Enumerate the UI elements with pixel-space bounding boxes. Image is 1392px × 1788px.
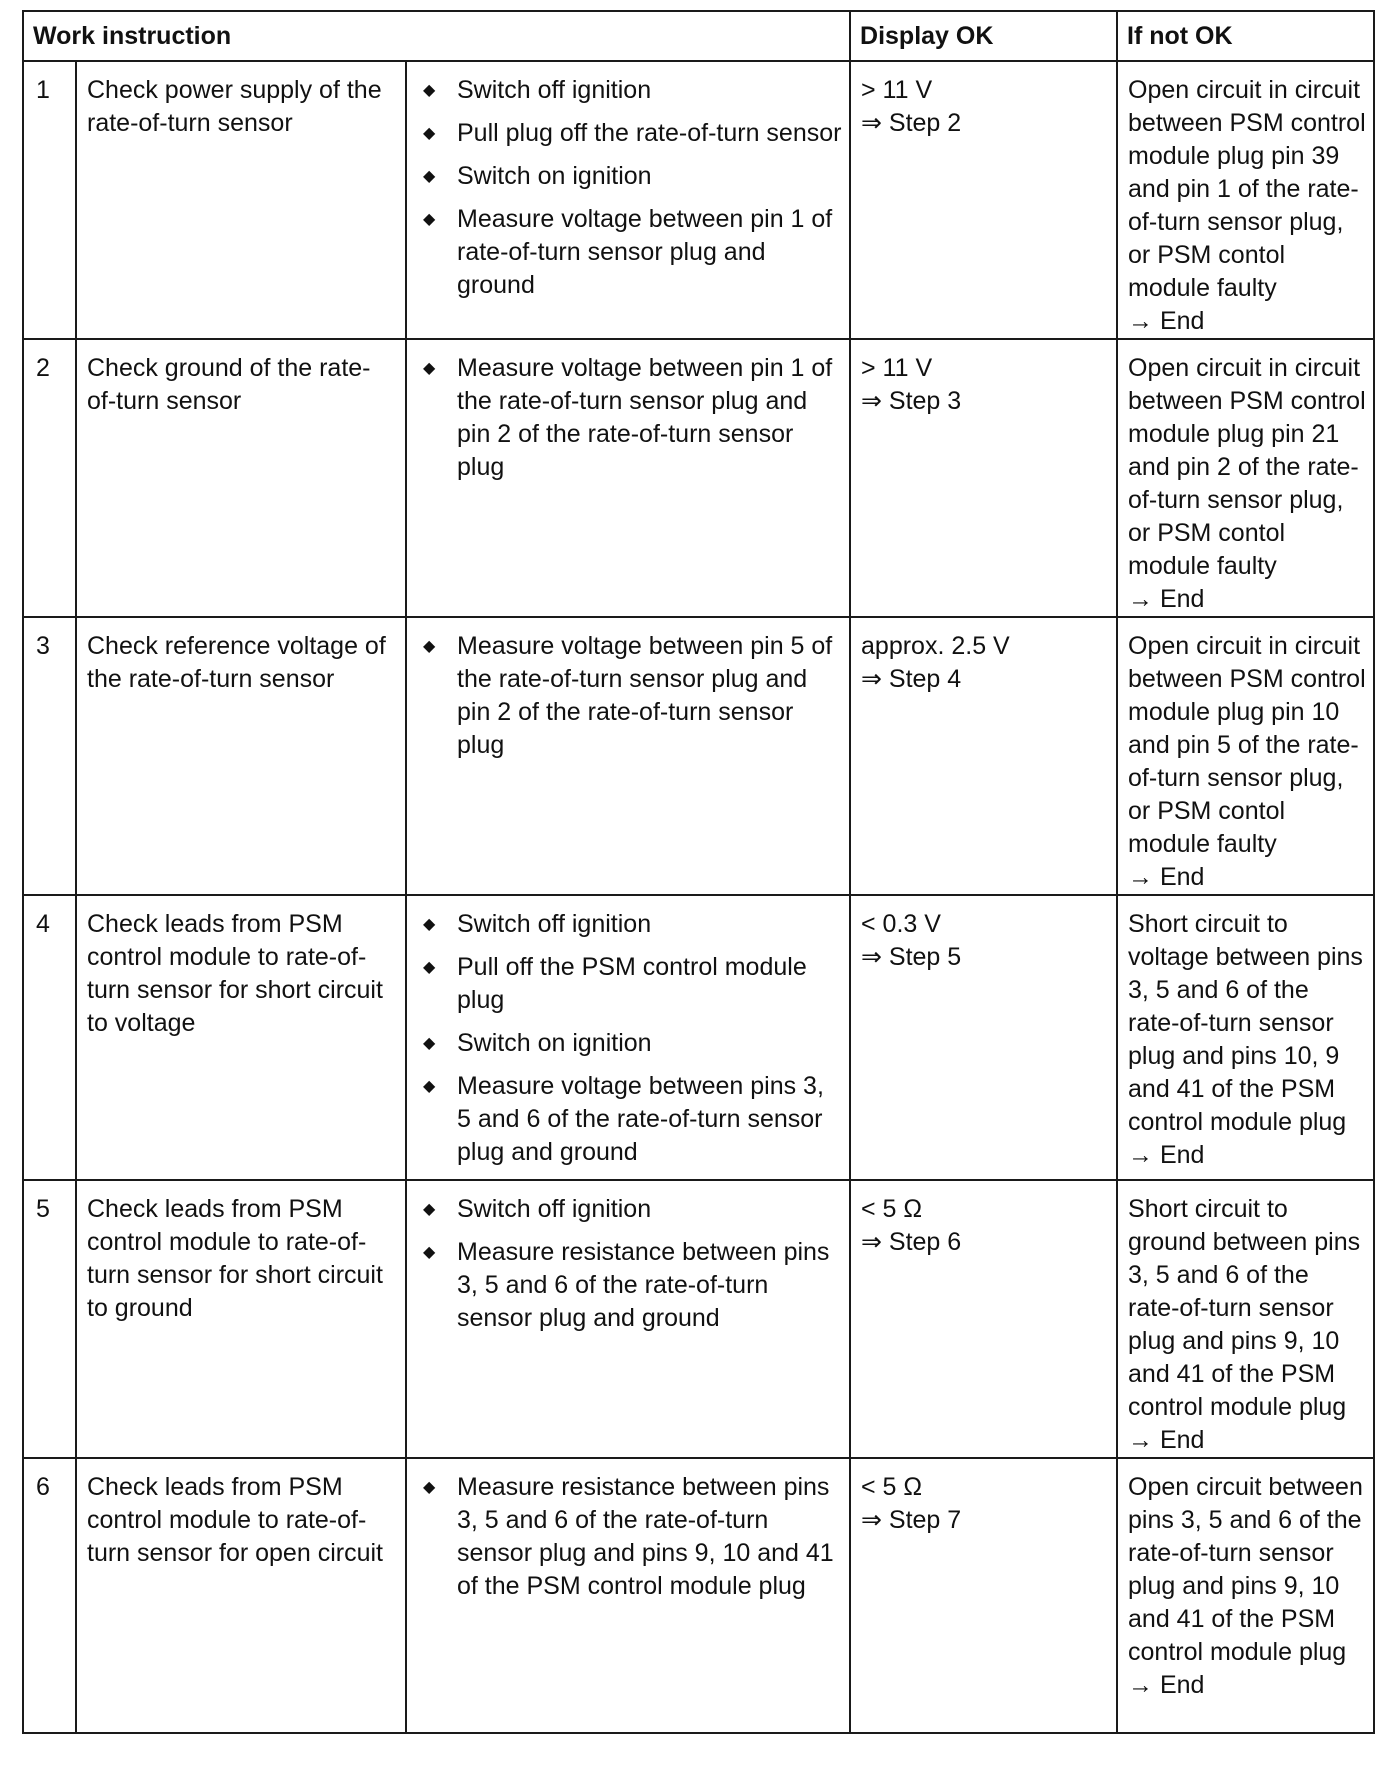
diamond-bullet-icon: ◆ bbox=[423, 82, 436, 99]
diamond-bullet-icon: ◆ bbox=[423, 211, 436, 228]
ok-next-step: ⇒ Step 3 bbox=[861, 387, 962, 415]
instruction-text: Switch off ignition bbox=[457, 910, 652, 938]
not-ok-end: → End bbox=[1128, 307, 1205, 335]
step-number: 6 bbox=[23, 1458, 76, 1733]
not-ok-end: → End bbox=[1128, 1141, 1205, 1169]
diamond-bullet-icon: ◆ bbox=[423, 125, 436, 142]
not-ok-end: → End bbox=[1128, 1671, 1205, 1699]
step-instructions bbox=[406, 339, 850, 617]
table-row bbox=[23, 1180, 1374, 1458]
if-not-ok-cell bbox=[1117, 617, 1374, 895]
ok-next-step: ⇒ Step 6 bbox=[861, 1228, 962, 1256]
table-row bbox=[23, 339, 1374, 617]
ok-value: < 5 Ω bbox=[861, 1195, 923, 1223]
not-ok-end: → End bbox=[1128, 863, 1205, 891]
step-number: 1 bbox=[23, 61, 76, 339]
instruction-item bbox=[419, 1471, 843, 1603]
step-number: 2 bbox=[23, 339, 76, 617]
step-instructions bbox=[406, 617, 850, 895]
instruction-item bbox=[419, 352, 843, 484]
if-not-ok-cell bbox=[1117, 1458, 1374, 1733]
not-ok-text: Open circuit in circuit between PSM control module plug pin 21 and pin 2 of the rate-of-turn sensor plug, or PSM contol module faulty bbox=[1128, 354, 1366, 580]
ok-value: > 11 V bbox=[861, 354, 933, 382]
instruction-item bbox=[419, 908, 843, 941]
instruction-item bbox=[419, 951, 843, 1017]
header-if-not-ok: If not OK bbox=[1117, 11, 1374, 61]
table-row bbox=[23, 61, 1374, 339]
instruction-item bbox=[419, 74, 843, 107]
instruction-item bbox=[419, 1193, 843, 1226]
if-not-ok-cell bbox=[1117, 1180, 1374, 1458]
display-ok-cell bbox=[850, 1458, 1117, 1733]
instruction-text: Pull plug off the rate-of-turn sensor bbox=[457, 119, 842, 147]
instruction-text: Measure resistance between pins 3, 5 and 6 of the rate-of-turn sensor plug and pins 9, 10 and 41 of the PSM control module plug bbox=[457, 1473, 834, 1600]
instruction-item bbox=[419, 630, 843, 762]
instruction-list bbox=[419, 1471, 843, 1603]
not-ok-text: Open circuit between pins 3, 5 and 6 of the rate-of-turn sensor plug and pins 9, 10 and 41 of the PSM control module plug bbox=[1128, 1473, 1363, 1666]
step-instructions bbox=[406, 61, 850, 339]
diamond-bullet-icon: ◆ bbox=[423, 360, 436, 377]
instruction-text: Measure voltage between pin 1 of rate-of-turn sensor plug and ground bbox=[457, 205, 833, 299]
display-ok-cell bbox=[850, 1180, 1117, 1458]
instruction-list bbox=[419, 1193, 843, 1335]
instruction-item bbox=[419, 117, 843, 150]
instruction-list bbox=[419, 908, 843, 1169]
display-ok-cell bbox=[850, 895, 1117, 1180]
not-ok-text: Short circuit to voltage between pins 3, 5 and 6 of the rate-of-turn sensor plug and pins 10, 9 and 41 of the PSM control module plug bbox=[1128, 910, 1363, 1136]
instruction-list bbox=[419, 630, 843, 762]
display-ok-cell bbox=[850, 617, 1117, 895]
header-row bbox=[23, 11, 1374, 61]
ok-next-step: ⇒ Step 7 bbox=[861, 1506, 962, 1534]
step-number: 5 bbox=[23, 1180, 76, 1458]
diamond-bullet-icon: ◆ bbox=[423, 638, 436, 655]
diamond-bullet-icon: ◆ bbox=[423, 1201, 436, 1218]
display-ok-cell bbox=[850, 339, 1117, 617]
step-instructions bbox=[406, 1180, 850, 1458]
not-ok-end: → End bbox=[1128, 1426, 1205, 1454]
instruction-text: Pull off the PSM control module plug bbox=[457, 953, 807, 1014]
ok-value: > 11 V bbox=[861, 76, 933, 104]
instruction-text: Switch on ignition bbox=[457, 1029, 652, 1057]
step-task: Check ground of the rate-of-turn sensor bbox=[76, 339, 406, 617]
if-not-ok-cell bbox=[1117, 61, 1374, 339]
table-row bbox=[23, 617, 1374, 895]
diamond-bullet-icon: ◆ bbox=[423, 1479, 436, 1496]
instruction-text: Switch off ignition bbox=[457, 1195, 652, 1223]
display-ok-cell bbox=[850, 61, 1117, 339]
diamond-bullet-icon: ◆ bbox=[423, 916, 436, 933]
instruction-text: Switch on ignition bbox=[457, 162, 652, 190]
diamond-bullet-icon: ◆ bbox=[423, 959, 436, 976]
header-work-instruction: Work instruction bbox=[23, 11, 850, 61]
step-task: Check power supply of the rate-of-turn sensor bbox=[76, 61, 406, 339]
header-display-ok: Display OK bbox=[850, 11, 1117, 61]
diamond-bullet-icon: ◆ bbox=[423, 168, 436, 185]
table-row bbox=[23, 1458, 1374, 1733]
not-ok-text: Short circuit to ground between pins 3, 5 and 6 of the rate-of-turn sensor plug and pins 9, 10 and 41 of the PSM control module plug bbox=[1128, 1195, 1361, 1421]
step-number: 3 bbox=[23, 617, 76, 895]
step-number: 4 bbox=[23, 895, 76, 1180]
instruction-text: Measure voltage between pin 5 of the rate-of-turn sensor plug and pin 2 of the rate-of-turn sensor plug bbox=[457, 632, 833, 759]
step-instructions bbox=[406, 895, 850, 1180]
step-instructions bbox=[406, 1458, 850, 1733]
ok-value: < 5 Ω bbox=[861, 1473, 923, 1501]
instruction-item bbox=[419, 160, 843, 193]
instruction-list bbox=[419, 352, 843, 484]
not-ok-text: Open circuit in circuit between PSM control module plug pin 39 and pin 1 of the rate-of-turn sensor plug, or PSM contol module faulty bbox=[1128, 76, 1366, 302]
instruction-text: Switch off ignition bbox=[457, 76, 652, 104]
ok-value: approx. 2.5 V bbox=[861, 632, 1010, 660]
instruction-list bbox=[419, 74, 843, 302]
ok-next-step: ⇒ Step 4 bbox=[861, 665, 962, 693]
diagnostic-table bbox=[22, 10, 1375, 1734]
diamond-bullet-icon: ◆ bbox=[423, 1078, 436, 1095]
step-task: Check leads from PSM control module to rate-of-turn sensor for open circuit bbox=[76, 1458, 406, 1733]
step-task: Check reference voltage of the rate-of-turn sensor bbox=[76, 617, 406, 895]
table-row bbox=[23, 895, 1374, 1180]
instruction-item bbox=[419, 203, 843, 302]
instruction-text: Measure resistance between pins 3, 5 and 6 of the rate-of-turn sensor plug and ground bbox=[457, 1238, 830, 1332]
step-task: Check leads from PSM control module to rate-of-turn sensor for short circuit to voltage bbox=[76, 895, 406, 1180]
instruction-item bbox=[419, 1070, 843, 1169]
instruction-text: Measure voltage between pin 1 of the rate-of-turn sensor plug and pin 2 of the rate-of-turn sensor plug bbox=[457, 354, 833, 481]
instruction-item bbox=[419, 1027, 843, 1060]
not-ok-text: Open circuit in circuit between PSM control module plug pin 10 and pin 5 of the rate-of-turn sensor plug, or PSM contol module faulty bbox=[1128, 632, 1366, 858]
ok-value: < 0.3 V bbox=[861, 910, 941, 938]
instruction-text: Measure voltage between pins 3, 5 and 6 of the rate-of-turn sensor plug and ground bbox=[457, 1072, 824, 1166]
diamond-bullet-icon: ◆ bbox=[423, 1035, 436, 1052]
if-not-ok-cell bbox=[1117, 339, 1374, 617]
step-task: Check leads from PSM control module to rate-of-turn sensor for short circuit to ground bbox=[76, 1180, 406, 1458]
ok-next-step: ⇒ Step 5 bbox=[861, 943, 962, 971]
work-instruction-document bbox=[22, 10, 1375, 1734]
instruction-item bbox=[419, 1236, 843, 1335]
if-not-ok-cell bbox=[1117, 895, 1374, 1180]
not-ok-end: → End bbox=[1128, 585, 1205, 613]
diamond-bullet-icon: ◆ bbox=[423, 1244, 436, 1261]
ok-next-step: ⇒ Step 2 bbox=[861, 109, 962, 137]
